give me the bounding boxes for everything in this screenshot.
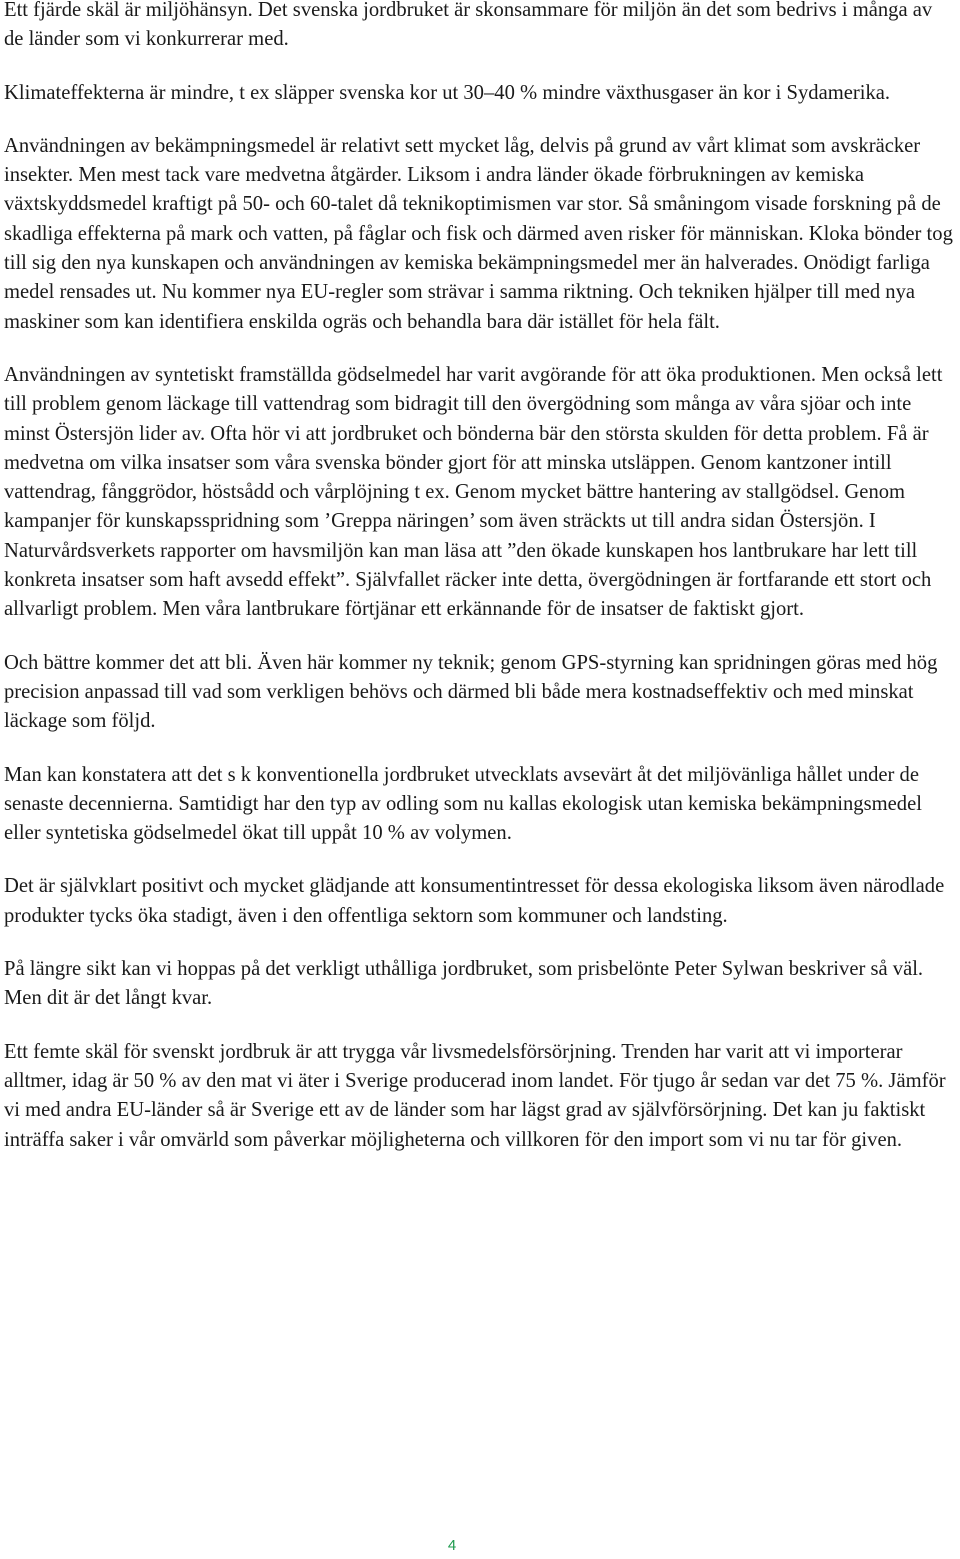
paragraph-pesticides: Användningen av bekämpningsmedel är relativt sett mycket låg, delvis på grund av vårt klimat som avskräcker insekter. Men mest tack vare medvetna åtgärder. Liksom i andra länder ökade förbrukningen av kemiska växtskyddsmedel kraftigt på 50- och 60-talet då teknikoptimismen var stor. Så småningom visade forskning på de skadliga effekterna på mark och vatten, på fåglar och fisk och därmed aven risker för människan. Kloka bönder tog till sig den nya kunskapen och användningen av kemiska bekämpningsmedel mer än halverades. Onödigt farliga medel rensades ut. Nu kommer nya EU-regler som strävar i samma riktning. Och tekniken hjälper till med nya maskiner som kan identifiera enskilda ogräs och behandla bara där istället för hela fält. <box>4 134 953 333</box>
paragraph-conventional-vs-organic: Man kan konstatera att det s k konventionella jordbruket utvecklats avsevärt åt det miljövänliga hållet under de senaste decennierna. Samtidigt har den typ av odling som nu kallas ekologisk utan kemiska bekämpningsmedel eller syntetiska gödselmedel ökat till uppåt 10 % av volymen. <box>4 763 922 845</box>
paragraph-spacer <box>4 931 956 955</box>
paragraph-food-security: Ett femte skäl för svenskt jordbruk är att trygga vår livsmedelsförsörjning. Trenden har varit att vi importerar alltmer, idag är 50 % av den mat vi äter i Sverige producerad inom landet. För tjugo år sedan var det 75 %. Jämför vi med andra EU-länder så är Sverige ett av de länder som har lägst grad av självförsörjning. Det kan ju faktiskt inträffa saker i vår omvärld som påverkar möjligheterna och villkoren för den import som vi nu tar för given. <box>4 1040 946 1151</box>
paragraph-spacer <box>4 108 956 132</box>
paragraph-environment-intro: Ett fjärde skäl är miljöhänsyn. Det svenska jordbruket är skonsammare för miljön än det som bedrivs i många av de länder som vi konkurrerar med. <box>4 0 933 51</box>
paragraph-fertilizers: Användningen av syntetiskt framställda gödselmedel har varit avgörande för att öka produktionen. Men också lett till problem genom läckage till vattendrag som bidragit till den övergödning som många av våra sjöar och inte minst Östersjön lider av. Ofta hör vi att jordbruket och bönderna bär den största skulden för detta problem. Få är medvetna om vilka insatser som våra svenska bönder gjort för att minska utsläppen. Genom kantzoner intill vattendrag, fånggrödor, höstsådd och vårplöjning t ex. Genom mycket bättre hantering av stallgödsel. Genom kampanjer för kunskapsspridning som ’Greppa näringen’ som även sträckts ut till andra sidan Östersjön. I Naturvårdsverkets rapporter om havsmiljön kan man läsa att ”den ökade kunskapen hos lantbrukare har lett till konkreta insatser som haft avsedd effekt”. Självfallet räcker inte detta, övergödningen är fortfarande ett stort och allvarligt problem. Men våra lantbrukare förtjänar ett erkännande för de insatser de faktiskt gjort. <box>4 363 943 621</box>
paragraph-spacer <box>4 1014 956 1038</box>
paragraph-spacer <box>4 55 956 79</box>
paragraph-gps-technology: Och bättre kommer det att bli. Även här kommer ny teknik; genom GPS-styrning kan spridningen göras med hög precision anpassad till vad som verkligen behövs och därmed bli både mera kostnadseffektiv och med minskat läckage som följd. <box>4 651 938 733</box>
paragraph-consumer-interest: Det är självklart positivt och mycket glädjande att konsumentintresset för dessa ekologiska liksom även närodlade produkter tycks öka stadigt, även i den offentliga sektorn som kommuner och landsting. <box>4 875 945 927</box>
page-number: 4 <box>447 1537 457 1554</box>
paragraph-spacer <box>4 848 956 872</box>
document-body <box>4 0 956 1155</box>
paragraph-spacer <box>4 337 956 361</box>
paragraph-climate-effects: Klimateffekterna är mindre, t ex släpper svenska kor ut 30–40 % mindre växthusgaser än kor i Sydamerika. <box>4 81 891 104</box>
paragraph-spacer <box>4 737 956 761</box>
paragraph-sustainable-farming: På längre sikt kan vi hoppas på det verkligt uthålliga jordbruket, som prisbelönte Peter Sylwan beskriver så väl. Men dit är det långt kvar. <box>4 958 924 1010</box>
paragraph-spacer <box>4 625 956 649</box>
